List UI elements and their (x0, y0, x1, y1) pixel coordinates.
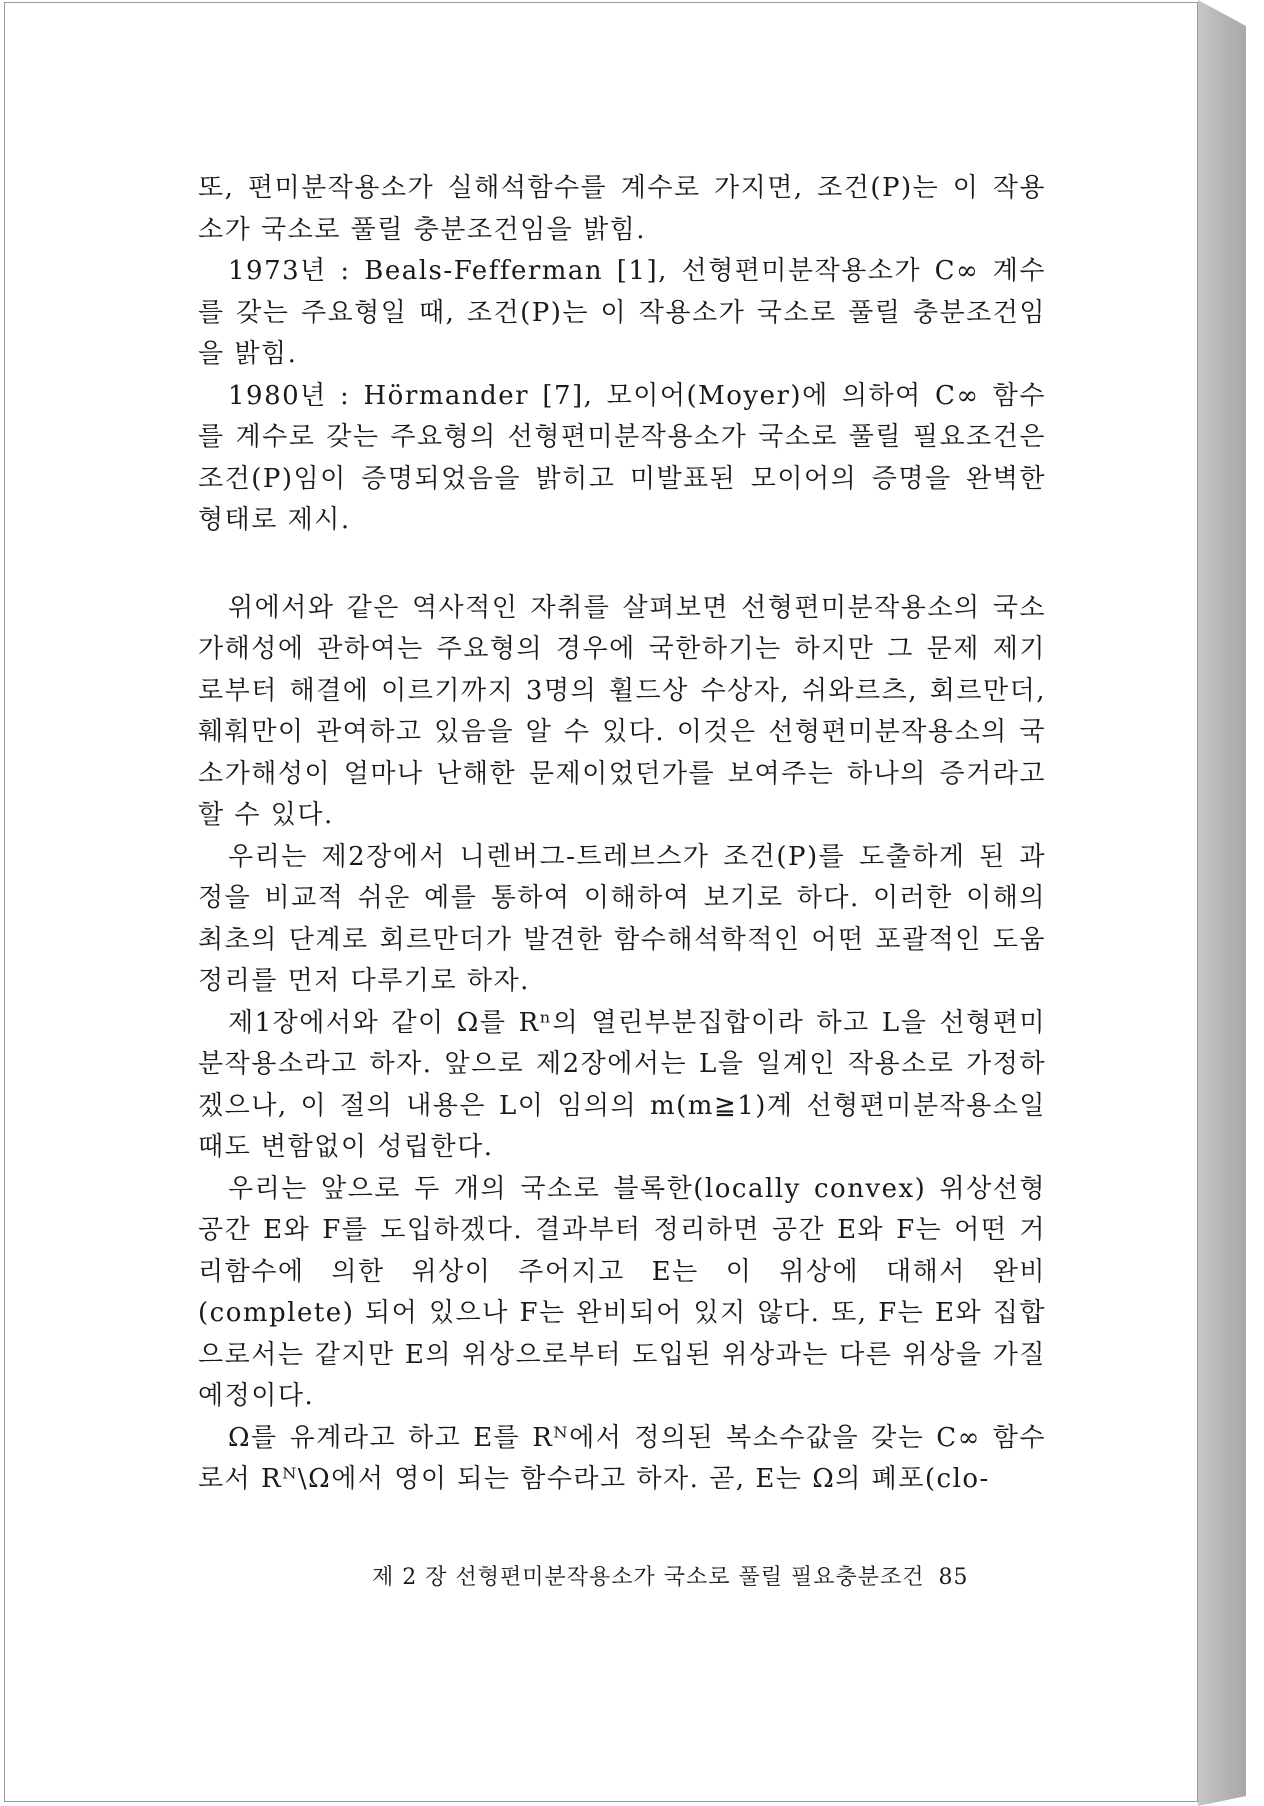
book-spine-shadow (1198, 0, 1246, 1806)
paragraph-6: 제1장에서와 같이 Ω를 Rⁿ의 열린부분집합이라 하고 L을 선형편미분작용소라고 하자. 앞으로 제2장에서는 L을 일계인 작용소로 가정하겠으나, 이 절의 내용은 L이 임의의 m(m≧1)계 선형편미분작용소일 때도 변함없이 성립한다. (198, 1007, 1046, 1162)
paragraph-2: 1973년 : Beals-Fefferman [1], 선형편미분작용소가 C∞ 계수를 갖는 주요형일 때, 조건(P)는 이 작용소가 국소로 풀릴 충분조건임을 밝힘. (198, 256, 1046, 369)
page-body (198, 168, 1046, 1501)
paragraph-3: 1980년 : Hörmander [7], 모이어(Moyer)에 의하여 C∞ 함수를 계수로 갖는 주요형의 선형편미분작용소가 국소로 풀릴 필요조건은 조건(P)임이 증명되었음을 밝히고 미발표된 모이어의 증명을 완벽한 형태로 제시. (198, 380, 1046, 535)
page-number: 85 (938, 1565, 969, 1590)
paragraph-5: 우리는 제2장에서 니렌버그-트레브스가 조건(P)를 도출하게 된 과정을 비교적 쉬운 예를 통하여 이해하여 보기로 하다. 이러한 이해의 최초의 단계로 회르만더가 발견한 함수해석학적인 어떤 포괄적인 도움정리를 먼저 다루기로 하자. (198, 841, 1046, 996)
paragraph-gap (198, 542, 1046, 588)
paragraph-1: 또, 편미분작용소가 실해석함수를 계수로 가지면, 조건(P)는 이 작용소가 국소로 풀릴 충분조건임을 밝힘. (198, 173, 1046, 245)
paragraph-8: Ω를 유계라고 하고 E를 Rᴺ에서 정의된 복소수값을 갖는 C∞ 함수로서 Rᴺ\Ω에서 영이 되는 함수라고 하자. 곧, E는 Ω의 폐포(clo- (198, 1422, 1046, 1494)
chapter-title: 제 2 장 선형편미분작용소가 국소로 풀릴 필요충분조건 (372, 1565, 925, 1590)
paragraph-4: 위에서와 같은 역사적인 자취를 살펴보면 선형편미분작용소의 국소가해성에 관하여는 주요형의 경우에 국한하기는 하지만 그 문제 제기로부터 해결에 이르기까지 3명의 휠드상 수상자, 쉬와르츠, 회르만더, 훼훠만이 관여하고 있음을 알 수 있다. 이것은 선형편미분작용소의 국소가해성이 얼마나 난해한 문제이었던가를 보여주는 하나의 증거라고 할 수 있다. (198, 592, 1046, 830)
paragraph-7: 우리는 앞으로 두 개의 국소로 블록한(locally convex) 위상선형공간 E와 F를 도입하겠다. 결과부터 정리하면 공간 E와 F는 어떤 거리함수에 의한 위상이 주어지고 E는 이 위상에 대해서 완비(complete) 되어 있으나 F는 완비되어 있지 않다. 또, F는 E와 집합으로서는 같지만 E의 위상으로부터 도입된 위상과는 다른 위상을 가질 예정이다. (198, 1173, 1046, 1411)
running-footer (372, 1560, 1032, 1591)
